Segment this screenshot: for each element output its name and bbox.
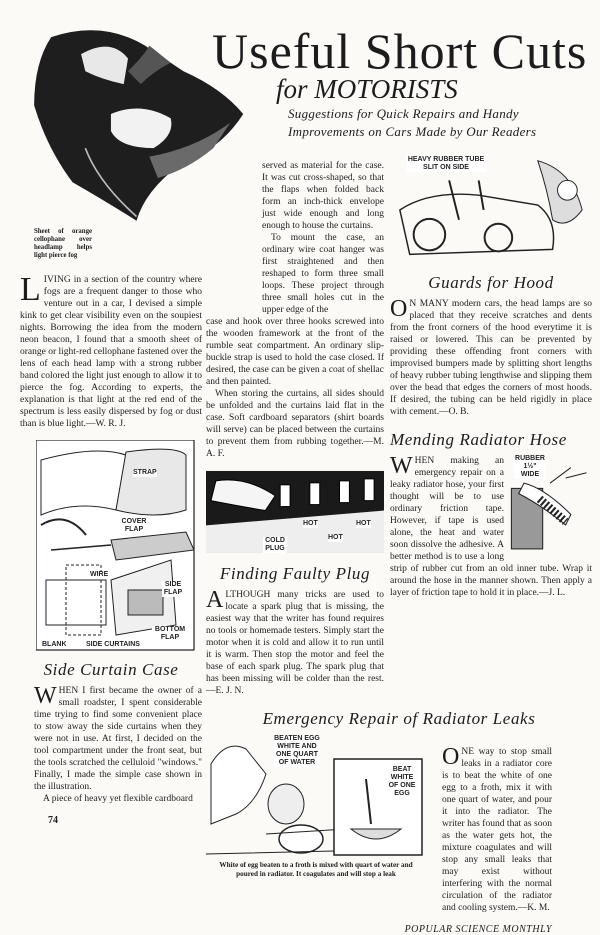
strap-label: STRAP — [133, 469, 157, 476]
page-number: 74 — [48, 815, 58, 826]
side-curtain-case-heading: Side Curtain Case — [43, 660, 179, 679]
cover-flap-label: COVER FLAP — [121, 518, 147, 533]
drop-cap: O — [442, 744, 460, 770]
left-column — [20, 228, 202, 826]
radiator-leaks-caption: White of egg beaten to a froth is mixed with quart of water and poured in radiator. It coagulates and will stop a leak — [219, 861, 413, 878]
radiator-leaks-illustration — [206, 734, 426, 858]
egg-water-label: BEATEN EGG WHITE AND ONE QUART OF WATER — [274, 735, 320, 766]
paragraph: served as material for the case. It was cut cross-shaped, so that the flaps when folded back form an inch-thick envelope just wide enough and long enough to house the curtains. — [262, 161, 384, 231]
beat-egg-label: BEAT WHITE OF ONE EGG — [388, 766, 416, 797]
wire-label: WIRE — [90, 571, 109, 578]
article-body: IVING in a section of the country where fogs are a frequent danger to those who venture out in a car, I devised a simple kink to get clear visibility even on the soupiest nights. Borrowing the idea from the modern neon beacon, I found that a smooth sheet of orange or light-red cellophane fastened over the lens of each head lamp with a strong rubber band colored the light just enough to allow it to pierce the fog. According to experts, the explanation is that light at the red end of the spectrum is less easily dispersed by fog or dust than is blue light.—W. R. J. — [20, 275, 203, 429]
main-area — [206, 150, 592, 935]
drop-cap: A — [206, 587, 224, 613]
fog-photo-caption: Sheet of orange cellophane over headlamp helps light pierce fog — [34, 228, 92, 259]
fog-lamp-article — [20, 271, 203, 430]
drop-cap: W — [34, 683, 57, 709]
side-curtains-label: SIDE CURTAINS — [86, 641, 140, 648]
paragraph: When storing the curtains, all sides should be unfolded and the curtains laid flat in the case. Soft cardboard separators (shirt boards will serve) can be placed between the curtains to prevent them from rubbing together.—M. A. F. — [206, 389, 384, 459]
finding-faulty-plug-heading: Finding Faulty Plug — [219, 564, 371, 583]
paragraph: A piece of heavy yet flexible cardboard — [43, 794, 193, 804]
radiator-leaks-heading: Emergency Repair of Radiator Leaks — [262, 709, 536, 728]
spark-plug-drawing — [206, 470, 384, 556]
right-column — [390, 150, 592, 599]
page-subtitle: for MOTORISTS — [276, 74, 458, 104]
radiator-hose-article — [390, 455, 592, 599]
hot-plug-label: HOT — [303, 520, 318, 527]
side-flap-label: SIDE FLAP — [163, 581, 183, 596]
bottom-flap-label: BOTTOM FLAP — [152, 626, 188, 642]
article-body: NE way to stop small leaks in a radiator core is to beat the white of one egg to a froth, mix it with one quart of water, and pour it into the radiator. The writer has found that as soon as the water gets hot, the mixture coagulates and will stop any small leaks that may exist without interfering with the normal circulation of the radiator and cooling system.—K. M. — [442, 747, 552, 913]
side-curtain-case-article — [34, 685, 202, 805]
side-curtain-continued-wide — [206, 316, 384, 460]
middle-column — [206, 160, 384, 697]
side-curtain-continued-narrow — [262, 160, 384, 316]
article-body: N MANY modern cars, the head lamps are so placed that they receive scratches and dents from the front corners of the hood everytime it is raised or lowered. This can be prevented by providing these offending front corners with improvised bumpers made by splitting short lengths of heavy rubber tubing lengthwise and slipping them over the bead that edges the corners of most hoods. If desired, the tubing can be held rigidly in place with cement.—O. B. — [390, 299, 592, 417]
rubber-width-label: RUBBER 1½" WIDE — [515, 455, 545, 478]
radiator-leaks-article — [442, 746, 552, 914]
spark-plug-illustration — [206, 470, 384, 556]
radiator-leaks-figure — [206, 734, 426, 878]
page-tagline-1: Suggestions for Quick Repairs and Handy — [288, 106, 519, 121]
radiator-hose-illustration — [508, 455, 592, 551]
article-body: HEN making an emergency repair on a leaky radiator hose, your first thought will be to use ordinary friction tape. However, if tape is used alone, the heat and water soon dissolve the — [390, 456, 504, 550]
cold-plug-label: COLD PLUG — [263, 537, 287, 553]
side-curtain-illustration — [36, 440, 196, 652]
hood-tube-label: HEAVY RUBBER TUBE SLIT ON SIDE — [407, 156, 485, 171]
paragraph: HEN I first became the owner of a small roadster, I spent considerable time trying to find some convenient place to stow away the side curtains when they were not in use. At first, I decided on the tool compartment under the front seat, but the tools scratched the celluloid "windows." Finally, I made the simple case shown in the illustration. — [34, 686, 202, 792]
paragraph: To mount the case, an ordinary wire coat hanger was first straightened and then reshaped to form three small loops. These project through three small holes cut in the upper edge of the — [262, 233, 384, 315]
side-curtain-drawing — [36, 440, 196, 652]
drop-cap: W — [390, 453, 413, 479]
guards-for-hood-heading: Guards for Hood — [428, 273, 554, 292]
hot-plug-label: HOT — [356, 520, 371, 527]
drop-cap: O — [390, 296, 408, 322]
paragraph: case and hook over three hooks screwed into the wooden framework at the front of the rumble seat compartment. An ordinary slip-buckle strap is used to hold the case closed. If desired, the case can be given a coat of shellac and then painted. — [206, 317, 384, 387]
article-body: adhesive. A better method is to use a long strip of rubber cut from an old inner tube. Wrap it around the hose in the manner shown. Then apply a layer of friction tape to hold it in place.—J. L. — [390, 540, 592, 598]
mending-radiator-hose-heading: Mending Radiator Hose — [390, 430, 567, 449]
guards-for-hood-article — [390, 298, 592, 418]
hood-guard-illustration — [390, 150, 592, 265]
drop-cap: L — [20, 271, 41, 308]
blank-label: BLANK — [42, 641, 67, 648]
page-title: Useful Short Cuts — [212, 23, 588, 79]
article-body: LTHOUGH many tricks are used to locate a spark plug that is missing, the easiest way that the writer has found requires no tools or homemade testers. Simply start the motor when it is cold and allow it to run until it is warm. Then stop the motor and feel the base of each spark plug. The spark plug that has been missing will be colder than the rest.—E. J. N. — [206, 590, 384, 696]
finding-faulty-plug-article — [206, 589, 384, 697]
magazine-name: POPULAR SCIENCE MONTHLY — [404, 924, 552, 935]
hot-plug-label: HOT — [328, 534, 343, 541]
page-tagline-2: Improvements on Cars Made by Our Readers — [288, 124, 537, 139]
